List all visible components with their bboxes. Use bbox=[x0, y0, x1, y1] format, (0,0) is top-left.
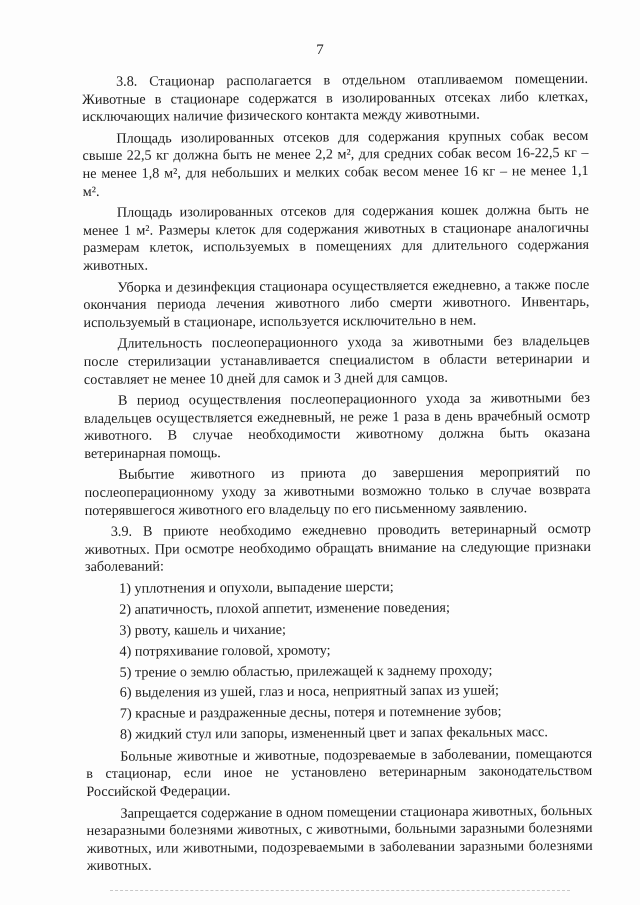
list-item: 3) рвоту, кашель и чихание; bbox=[119, 621, 286, 639]
symptom-list bbox=[85, 578, 592, 745]
paragraph-cleaning: Уборка и дезинфекция стационара осуществляется ежедневно, а также после окончания периода лечения животного либо смерти животного. Инвентарь, используемый в стационаре, используется исключительно в нем. bbox=[83, 276, 590, 331]
list-item: 5) трение о землю областью, прилежащей к заднему проходу; bbox=[119, 662, 493, 681]
paragraph-dog-compartments: Площадь изолированных отсеков для содержания крупных собак весом свыше 22,5 кг должна быть не менее 2,2 м², для средних собак весом 16-22,5 кг – не менее 1,8 м², для небольших и мелких собак весом менее 16 кг – не менее 1,1 м². bbox=[82, 127, 589, 200]
footer-divider bbox=[110, 890, 570, 893]
paragraph-3-8: 3.8. Стационар располагается в отдельном отапливаемом помещении. Животные в стационаре содержатся в изолированных отсеках либо клетках, исключающих наличие физического контакта между животными. bbox=[82, 70, 589, 126]
list-item: 8) жидкий стул или запоры, измененный цвет и запах фекальных масс. bbox=[119, 724, 548, 744]
list-item: 4) потряхивание головой, хромоту; bbox=[119, 642, 331, 660]
paragraph-3-9: 3.9. В приюте необходимо ежедневно проводить ветеринарный осмотр животных. При осмотре необходимо обращать внимание на следующие признаки заболеваний: bbox=[84, 521, 591, 576]
page-number: 7 bbox=[316, 42, 324, 58]
list-item: 7) красные и раздраженные десны, потеря и потемнение зубов; bbox=[119, 703, 502, 723]
list-item: 6) выделения из ушей, глаз и носа, неприятный запах из ушей; bbox=[119, 682, 499, 702]
list-item: 1) уплотнения и опухоли, выпадение шерсти; bbox=[119, 579, 394, 597]
paragraph-postoperative-care: В период осуществления послеоперационного ухода за животными без владельцев осуществляется ежедневный, не реже 1 раза в день врачебный осмотр животного. В случае необходимости животному должна быть оказана ветеринарная помощь. bbox=[84, 389, 591, 462]
paragraph-cat-compartments: Площадь изолированных отсеков для содержания кошек должна быть не менее 1 м². Размеры клеток для содержания животных в стационаре аналогичны размерам клеток, используемых в помещениях для длительного содержания животных. bbox=[82, 202, 590, 274]
paragraph-postoperative-duration: Длительность послеоперационного ухода за животными без владельцев после стерилизации устанавливается специалистом в области ветеринарии и составляет не менее 10 дней для самок и 3 дней для самцов. bbox=[83, 333, 590, 388]
paragraph-prohibition: Запрещается содержание в одном помещении стационара животных, больных незаразными болезнями животных, с животными, больными заразными болезнями животных, или животными, подозреваемыми в заболевании заразными болезнями животных. bbox=[86, 802, 593, 875]
paragraph-animal-removal: Выбытие животного из приюта до завершения мероприятий по послеоперационному уходу за животными возможно только в случае возврата потерявшегося животного его владельцу по его письменному заявлению. bbox=[84, 464, 591, 519]
paragraph-sick-animals: Больные животные и животные, подозреваемые в заболевании, помещаются в стационар, если иное не установлено ветеринарным законодательством Российской Федерации. bbox=[86, 745, 593, 801]
document-body bbox=[82, 71, 593, 880]
list-item: 2) апатичность, плохой аппетит, изменение поведения; bbox=[119, 599, 450, 618]
